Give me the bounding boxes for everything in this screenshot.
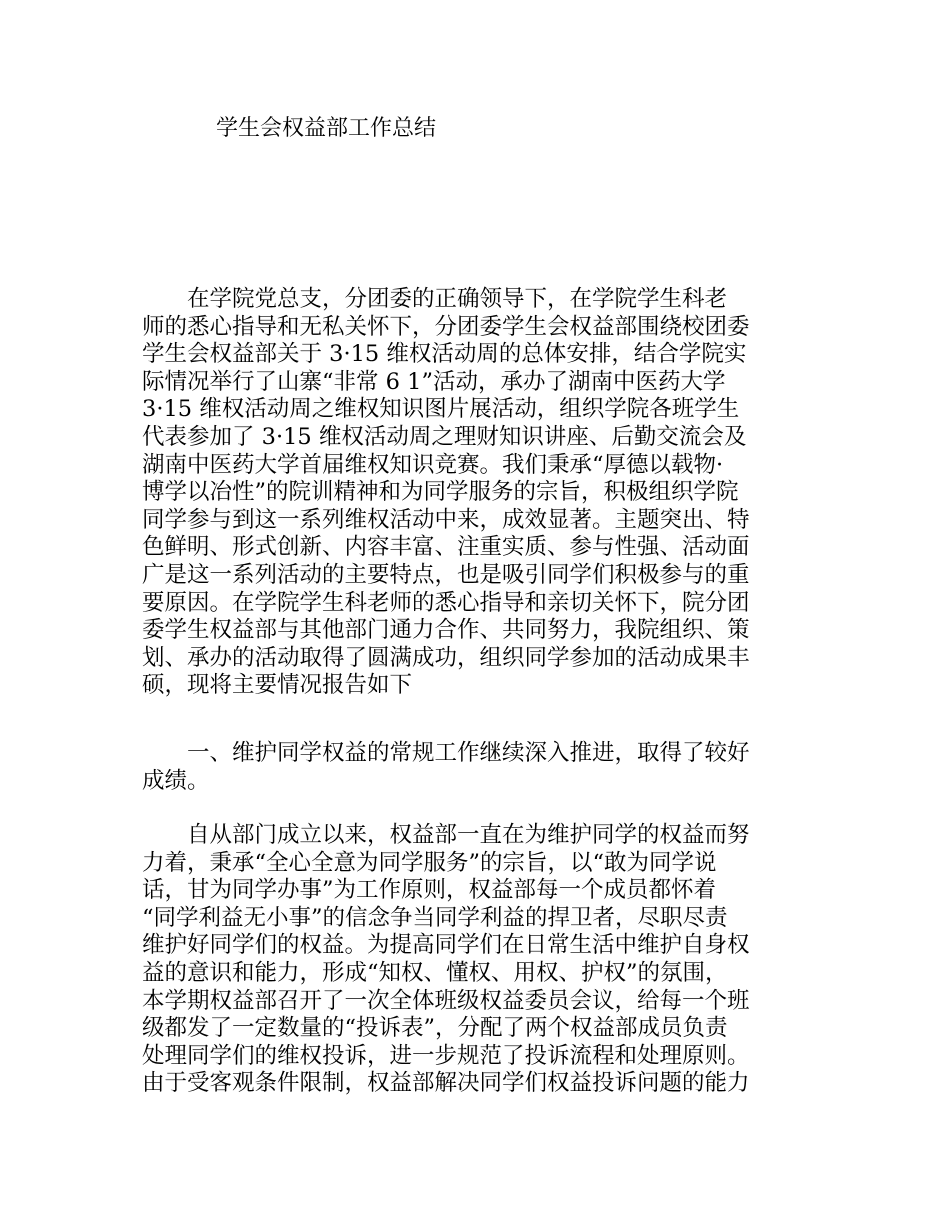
text-line: 硕，现将主要情况报告如下 — [142, 672, 413, 699]
text-line: 维护好同学们的权益。为提高同学们在日常生活中维护自身权 — [142, 932, 750, 959]
section-heading-one — [142, 740, 810, 795]
text-line: 成绩。 — [142, 767, 210, 794]
text-line: 师的悉心指导和无私关怀下，分团委学生会权益部围绕校团委 — [142, 313, 750, 340]
text-line: 学生会权益部关于 3·15 维权活动周的总体安排，结合学院实 — [142, 341, 747, 368]
text-line: 自从部门成立以来，权益部一直在为维护同学的权益而努 — [142, 822, 750, 848]
text-line: 由于受客观条件限制，权益部解决同学们权益投诉问题的能力 — [142, 1070, 750, 1097]
text-line: “同学利益无小事”的信念争当同学利益的捍卫者，尽职尽责 — [142, 904, 728, 931]
text-line: 同学参与到这一系列维权活动中来，成效显著。主题突出、特 — [142, 506, 750, 533]
text-line: 色鲜明、形式创新、内容丰富、注重实质、参与性强、活动面 — [142, 534, 750, 561]
text-line: 益的意识和能力，形成“知权、懂权、用权、护权”的氛围， — [142, 959, 728, 986]
document-title: 学生会权益部工作总结 — [216, 116, 437, 141]
text-line: 广是这一系列活动的主要特点，也是吸引同学们积极参与的重 — [142, 561, 750, 588]
text-line: 博学以冶性”的院训精神和为同学服务的宗旨，积极组织学院 — [142, 479, 739, 506]
text-line: 要原因。在学院学生科老师的悉心指导和亲切关怀下，院分团 — [142, 589, 750, 616]
paragraph-intro — [142, 286, 810, 700]
text-line: 在学院党总支，分团委的正确领导下，在学院学生科老 — [142, 286, 728, 312]
text-line: 处理同学们的维权投诉，进一步规范了投诉流程和处理原则。 — [142, 1042, 750, 1069]
paragraph-section-one-body — [142, 822, 810, 1098]
text-line: 划、承办的活动取得了圆满成功，组织同学参加的活动成果丰 — [142, 644, 750, 671]
text-line: 话，甘为同学办事”为工作原则，权益部每一个成员都怀着 — [142, 877, 717, 904]
text-line: 际情况举行了山寨“非常 6 1”活动，承办了湖南中医药大学 — [142, 368, 726, 395]
text-line: 级都发了一定数量的“投诉表”，分配了两个权益部成员负责 — [142, 1015, 728, 1042]
text-line: 代表参加了 3·15 维权活动周之理财知识讲座、后勤交流会及 — [142, 423, 747, 450]
text-line: 委学生权益部与其他部门通力合作、共同努力，我院组织、策 — [142, 617, 750, 644]
text-line: 湖南中医药大学首届维权知识竞赛。我们秉承“厚德以载物· — [142, 451, 724, 478]
text-line: 3·15 维权活动周之维权知识图片展活动，组织学院各班学生 — [142, 396, 740, 423]
text-line: 力着，秉承“全心全意为同学服务”的宗旨，以“敢为同学说 — [142, 849, 717, 876]
text-line: 本学期权益部召开了一次全体班级权益委员会议，给每一个班 — [142, 987, 750, 1014]
text-line: 一、维护同学权益的常规工作继续深入推进，取得了较好 — [142, 740, 750, 766]
